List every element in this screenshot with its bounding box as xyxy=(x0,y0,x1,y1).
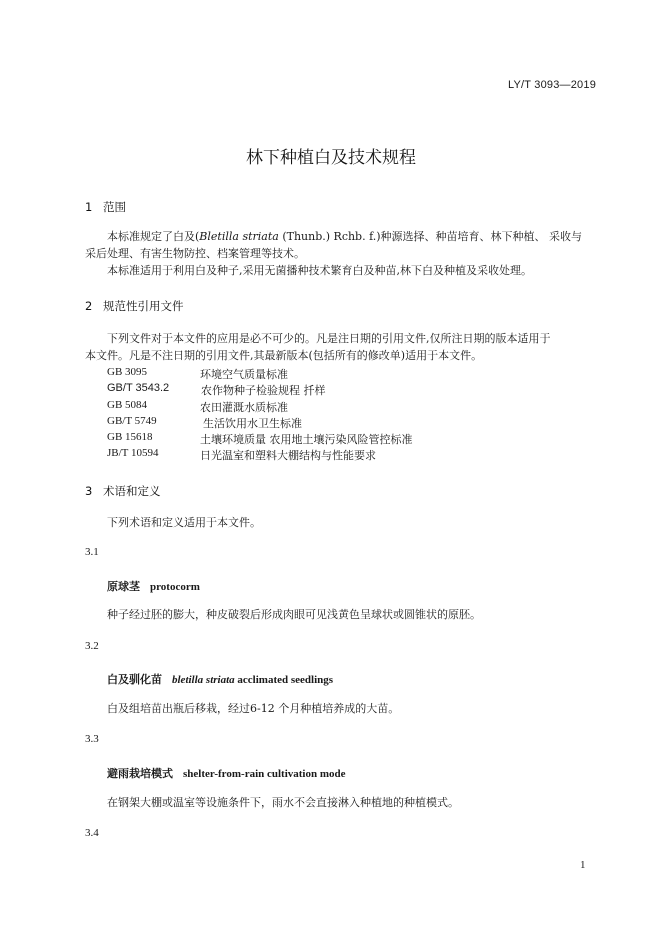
scope-paragraph-2: 本标准适用于利用白及种子,采用无菌播种技术繁育白及种苗,林下白及种植及采收处理。 xyxy=(107,264,532,277)
term-en-text: shelter-from-rain cultivation mode xyxy=(183,768,346,780)
term-definition: 种子经过胚的膨大，种皮破裂后形成肉眼可见浅黄色呈球状或圆锥状的原胚。 xyxy=(107,608,481,621)
section-1-heading xyxy=(85,199,126,215)
reference-code: GB/T 5749 xyxy=(107,415,157,427)
reference-title: 环境空气质量标准 xyxy=(200,368,288,381)
section-title: 规范性引用文件 xyxy=(103,299,184,313)
term-en xyxy=(183,768,346,780)
reference-code: GB 3095 xyxy=(107,366,148,378)
reference-title: 农田灌溉水质标准 xyxy=(200,401,288,414)
term-heading xyxy=(107,765,346,781)
text-fragment: (Thunb.) Rchb. f.)种源选择、种苗培育、林下种植、 采收与 xyxy=(278,230,583,243)
section-title: 范围 xyxy=(103,200,126,214)
reference-title: 日光温室和塑料大棚结构与性能要求 xyxy=(200,449,376,462)
section-number: 2 xyxy=(85,299,93,313)
clause-number: 3.1 xyxy=(85,546,99,558)
reference-title: 生活饮用水卫生标准 xyxy=(203,417,302,430)
clause-number: 3.3 xyxy=(85,733,99,745)
scope-paragraph-line-2: 采后处理、有害生物防控、档案管理等技术。 xyxy=(85,247,305,260)
term-en xyxy=(172,674,333,686)
reference-code: GB 15618 xyxy=(107,431,153,443)
term-zh: 白及驯化苗 xyxy=(107,673,162,686)
term-definition: 在钢架大棚或温室等设施条件下，雨水不会直接淋入种植地的种植模式。 xyxy=(107,796,459,809)
term-en-text: protocorm xyxy=(150,581,200,593)
reference-code: GB 5084 xyxy=(107,399,148,411)
scope-paragraph-line-1 xyxy=(107,228,582,245)
text-fragment: 本标准规定了白及( xyxy=(107,230,200,243)
term-heading xyxy=(107,671,333,687)
section-number: 3 xyxy=(85,484,93,498)
reference-code: GB/T 3543.2 xyxy=(107,382,170,394)
reference-title: 农作物种子检验规程 扦样 xyxy=(201,384,326,397)
term-zh: 避雨栽培模式 xyxy=(107,767,173,780)
clause-number: 3.4 xyxy=(85,827,99,839)
references-intro-line-1: 下列文件对于本文件的应用是必不可少的。凡是注日期的引用文件,仅所注日期的版本适用于 xyxy=(107,332,551,345)
references-intro-line-2: 本文件。凡是不注日期的引用文件,其最新版本(包括所有的修改单)适用于本文件。 xyxy=(85,349,483,362)
term-definition: 白及组培苗出瓶后移栽，经过6-12 个月种植培养成的大苗。 xyxy=(107,702,400,715)
standard-code: LY/T 3093—2019 xyxy=(508,79,597,91)
term-zh: 原球茎 xyxy=(107,580,140,593)
clause-number: 3.2 xyxy=(85,640,99,652)
section-2-heading xyxy=(85,298,184,314)
term-en xyxy=(150,581,200,593)
species-name: Bletilla striata xyxy=(199,230,279,243)
term-heading xyxy=(107,578,200,594)
terms-intro: 下列术语和定义适用于本文件。 xyxy=(107,516,261,529)
page-number: 1 xyxy=(580,859,586,871)
document-title: 林下种植白及技术规程 xyxy=(246,148,416,168)
reference-title: 土壤环境质量 农用地土壤污染风险管控标准 xyxy=(200,433,413,446)
section-number: 1 xyxy=(85,200,93,214)
section-title: 术语和定义 xyxy=(103,484,161,498)
term-en-text: acclimated seedlings xyxy=(234,674,334,686)
section-3-heading xyxy=(85,483,161,499)
term-en-italic: bletilla striata xyxy=(172,674,235,686)
reference-code: JB/T 10594 xyxy=(107,447,159,459)
